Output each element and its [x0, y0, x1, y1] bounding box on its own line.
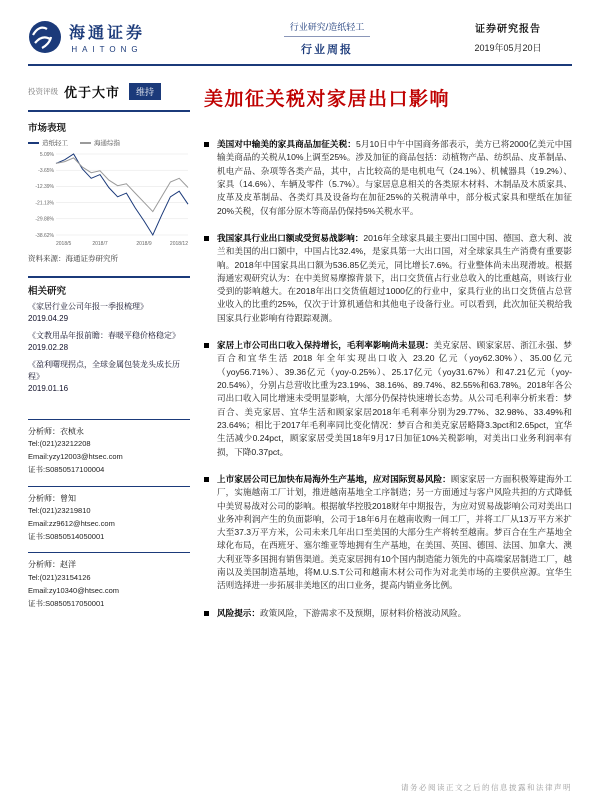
bullet-icon	[204, 343, 209, 348]
bullet-lead: 美国对中输美的家具商品加征关税：	[217, 139, 356, 149]
bullet-lead: 风险提示：	[217, 607, 260, 618]
haitong-logo-icon	[28, 20, 62, 54]
analyst-cert: 证书:S0850514050001	[28, 531, 105, 541]
summary-bullet	[204, 232, 572, 325]
report-date: 2019年05月20日	[474, 43, 542, 53]
market-chart	[28, 148, 190, 248]
report-header	[28, 14, 572, 60]
analyst-name: 分析师：赵洋	[28, 560, 76, 570]
header-divider	[28, 64, 572, 66]
legend-label: 造纸轻工	[42, 140, 68, 147]
analyst-email: Email:zy10340@htsec.com	[28, 585, 119, 595]
report-type: 行业周报	[301, 44, 353, 56]
svg-text:2018/7: 2018/7	[92, 241, 108, 247]
svg-text:5.09%: 5.09%	[39, 151, 54, 158]
related-research-heading: 相关研究	[28, 276, 190, 297]
bullet-lead: 上市家居公司已加快布局海外生产基地，应对国际贸易风险：	[217, 473, 451, 484]
legend-label: 海通综指	[94, 140, 120, 147]
rating-strip	[28, 78, 190, 112]
related-title: 《盈利曙现拐点，全球金属包装龙头成长历程》	[28, 360, 180, 381]
analyst-tel: Tel:(021)23219810	[28, 506, 91, 516]
analyst-block	[28, 486, 190, 544]
analyst-tel: Tel:(021)23212208	[28, 439, 91, 449]
summary-bullet	[204, 473, 572, 593]
analyst-email: Email:yzy12003@htsec.com	[28, 452, 123, 462]
analysts-section	[28, 419, 190, 611]
rating-status-badge: 维持	[129, 83, 161, 100]
bullet-icon	[204, 236, 209, 241]
related-research-item	[28, 359, 190, 392]
chart-legend	[28, 138, 190, 147]
svg-text:2018/9: 2018/9	[136, 241, 152, 247]
bullet-icon	[204, 142, 209, 147]
analyst-block	[28, 552, 190, 610]
related-date: 2019.02.28	[28, 343, 69, 353]
bullet-body: 美克家居、顾家家居、浙江永强、梦百合和宜华生活 2018 年全年实现出口收入 23.20 亿元（yoy62.30%）、35.00亿元（yoy56.71%）、39.36亿元（yoy-0.25%）、25.17亿元（yoy31.67%）和47.21亿元（yoy-20.54%），分别占总营收比重为23.19%、38.16%、89.74%、82.55%和63.78%。2018年各公司出口收入同比增速未受明显影响，大部分仍保持快速增长态势。从公司毛利率分析来看：梦百合、美克家居、宜华生活和顾家家居2018年毛利率分别为29.77%、32.98%、33.49%和23.64%；相比于2017年毛利率同比变化情况：梦百合和美克家居略降3.3pct和2.65pct，宜华生活减少0.24pct，顾家家居受美国18年9月17日加征10%关税影响，对美出口业务利润率有损，下降0.37pct。	[217, 340, 572, 457]
bullet-icon	[204, 477, 209, 482]
bullet-body: 政策风险，下游需求不及预期，原材料价格波动风险。	[259, 607, 467, 618]
summary-bullet	[204, 607, 572, 620]
svg-text:-38.62%: -38.62%	[35, 232, 54, 239]
analyst-email: Email:zz9612@htsec.com	[28, 518, 115, 528]
svg-text:-29.88%: -29.88%	[35, 216, 54, 223]
analyst-block	[28, 419, 190, 477]
bullet-body: 5月10日中午中国商务部表示，美方已将2000亿美元中国输美商品的关税从10%上调至25%。涉及加征的商品包括：动植物产品、纺织品、皮革制品、机电产品、杂项等各类产品，其中，占比较高的是电机电气（24.1%）、机械器具（19.2%）、家具（14.6%）、车辆及零件（5.7%）。与家居息息相关的各类原木材料、木制品及木质家具、皮革及皮革制品、各类灯具及设备均在加征25%的关税清单中，部分板式家具和壁纸在加征20%关税，仅有部分原木等商品仍保持5%关税水平。	[217, 139, 572, 216]
page-title: 美加征关税对家居出口影响	[204, 89, 451, 110]
legend-item	[28, 138, 68, 147]
bullet-lead: 我国家具行业出口额或受贸易战影响：	[217, 232, 364, 243]
header-right	[444, 20, 572, 54]
related-title: 《家居行业公司年报一季报梳理》	[28, 302, 148, 311]
analyst-cert: 证书:S0850517100004	[28, 464, 105, 474]
related-date: 2019.04.29	[28, 314, 69, 324]
brand-name-cn: 海通证券	[69, 25, 146, 42]
related-research-item	[28, 301, 190, 323]
market-performance-heading: 市场表现	[28, 123, 67, 134]
svg-text:-12.39%: -12.39%	[35, 184, 54, 191]
bullet-body: 2016年全球家具最主要出口国中国、德国、意大利、波兰和美国的出口额中，中国占比32.4%，是家具第一大出口国，对全球家具生产消费有重要影响。2018年中国家具出口额为536.85亿美元，同比增长7.6%。行业整体尚未出现滑坡。根据海通宏观研究认为：在中美贸易摩擦背景下，出口交货值占行业总收入的比重越高，则该行业受到的影响越大。在2018年出口交货值超过1000亿的行业中，家具行业的出口交货值占总营业收入的比重约25%，仅次于计算机通信和其他电子设备行业。可以看到，此次加征关税给我国家具行业影响有待跟踪观测。	[217, 232, 572, 323]
report-body	[204, 138, 572, 634]
legal-disclaimer: 请务必阅读正文之后的信息披露和法律声明	[401, 783, 572, 792]
svg-text:2018/12: 2018/12	[169, 241, 188, 247]
related-title: 《文教用品年报前瞻：春暖平稳价格稳定》	[28, 331, 180, 341]
chart-source-note: 资料来源：海通证券研究所	[28, 254, 118, 263]
legend-item	[80, 138, 120, 147]
brand-name-en: HAITONG	[71, 45, 143, 54]
summary-bullet	[204, 339, 572, 459]
svg-text:2018/5: 2018/5	[56, 241, 72, 247]
brand-block	[28, 20, 210, 54]
related-research-item	[28, 330, 190, 352]
analyst-cert: 证书:S0850517050001	[28, 598, 105, 608]
analyst-name: 分析师：衣桢永	[28, 426, 84, 436]
sidebar	[28, 116, 190, 610]
bullet-lead: 家居上市公司出口收入保持增长，毛利率影响尚未显现：	[217, 340, 434, 351]
line-swatch-icon	[80, 142, 91, 144]
line-swatch-icon	[28, 142, 39, 144]
svg-text:-3.65%: -3.65%	[38, 168, 54, 174]
related-date: 2019.01.16	[28, 383, 69, 393]
analyst-name: 分析师：曾知	[28, 493, 76, 503]
rating-label: 投资评级	[28, 86, 58, 96]
header-center	[210, 17, 444, 57]
rating-value: 优于大市	[64, 84, 121, 100]
industry-category: 行业研究/造纸轻工	[284, 20, 371, 37]
report-kind: 证券研究报告	[475, 24, 541, 35]
bullet-icon	[204, 611, 209, 616]
summary-bullet	[204, 138, 572, 218]
analyst-tel: Tel:(021)23154126	[28, 573, 91, 583]
svg-text:-21.13%: -21.13%	[35, 200, 54, 207]
bullet-body: 顾家家居一方面积极筹建海外工厂，实施越南工厂计划，推进越南基地全工序制造；另一方面通过与客户风险共担的方式降低中美贸易战对公司的影响。根据敏华控股2018财年中期报告，为应对贸易战影响公司对美出口业务冲利润产生的负面影响，公司于18年6月在越南收购一间工厂，并将工厂从13万平方米扩大至37.3万平方米，公司未来几年出口至美国的大部分生产将转至越南。梦百合在生产基地全球化布局，在西班牙、塞尔维亚等地拥有生产基地，在美国、英国、德国、法国、加拿大、澳大利亚等多国拥有销售渠道。美克家居拥有10个国内制造能力领先的中高端家居制造工厂，越南以及美国制造基地，将M.U.S.T公司和越南木材公司作为对北美市场的主要供应源。宜华生活则选择进一步拓展非美地区的出口业务，提高内销业务比例。	[217, 473, 572, 591]
